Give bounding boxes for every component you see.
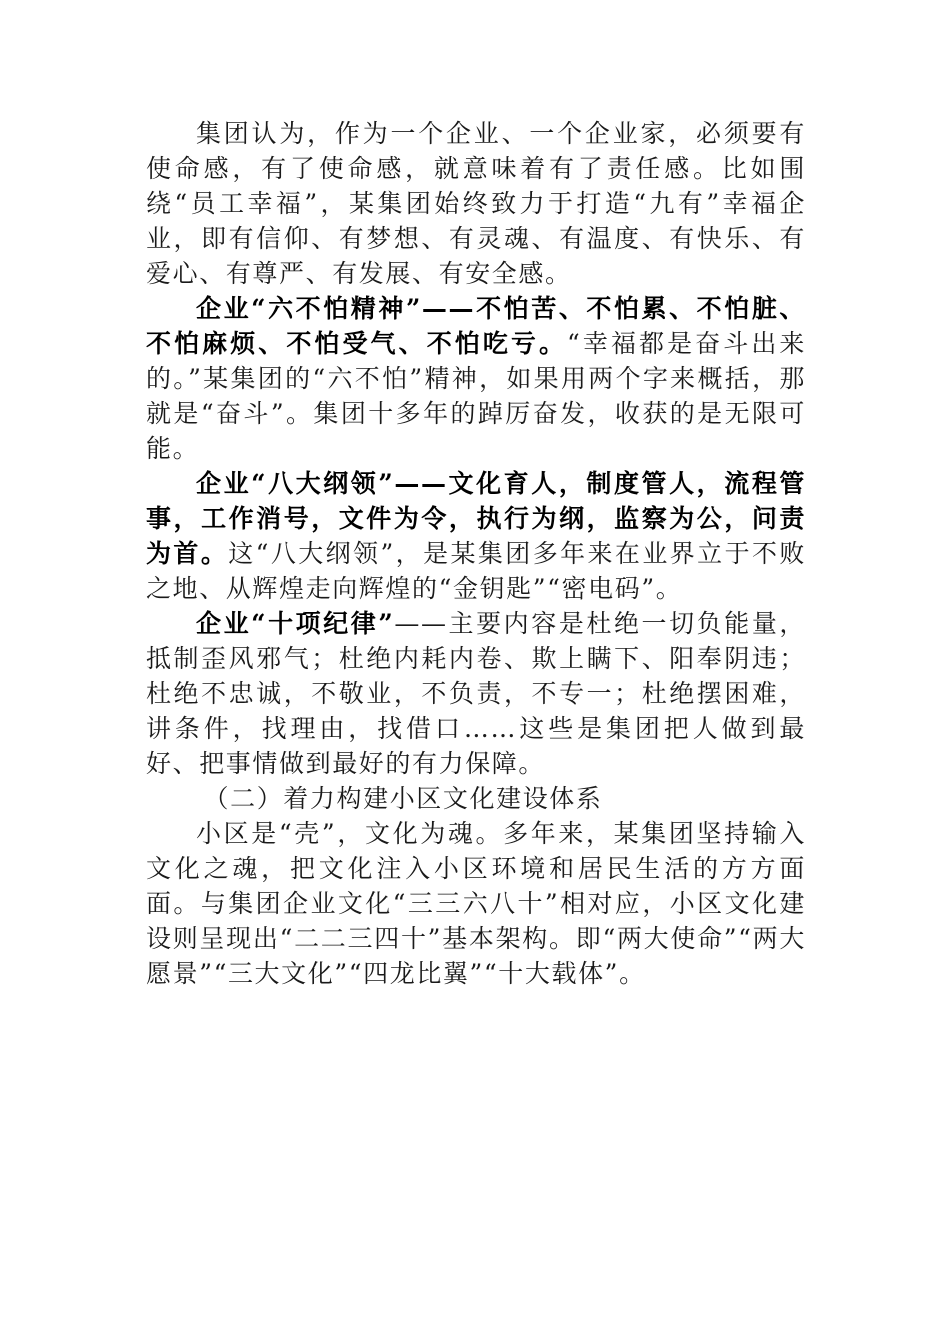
- paragraph-bold-lead: 企业“六不怕精神”——不怕苦、不怕累、不怕脏、不怕麻烦、不怕受气、不怕吃亏。: [146, 294, 806, 358]
- paragraph-community-culture: 小区是“壳”，文化为魂。多年来，某集团坚持输入文化之魂，把文化注入小区环境和居民生活的方方面面。与集团企业文化“三三六八十”相对应，小区文化建设则呈现出“二二三四十”基本架构。即“两大使命”“两大愿景”“三大文化”“四龙比翼”“十大载体”。: [146, 819, 806, 988]
- paragraph-text: 这“八大纲领”，是某集团多年来在业界立于不败之地、从辉煌走向辉煌的“金钥匙”“密电码”。: [146, 539, 806, 603]
- paragraph-bold-lead: 企业“八大纲领”——文化育人，制度管人，流程管事，工作消号，文件为令，执行为纲，监察为公，问责为首。: [146, 469, 806, 568]
- paragraph-eight-principles: [146, 466, 806, 606]
- paragraph-ten-disciplines: [146, 606, 806, 781]
- paragraph-text: ——主要内容是杜绝一切负能量，抵制歪风邪气；杜绝内耗内卷、欺上瞒下、阳奉阴违；杜绝不忠诚，不敬业，不负责，不专一；杜绝摆困难，讲条件，找理由，找借口……这些是集团把人做到最好、把事情做到最好的有力保障。: [146, 609, 806, 778]
- document-page: [146, 116, 806, 991]
- paragraph-six-no-fear: [146, 291, 806, 466]
- paragraph-bold-lead: 企业“十项纪律”: [196, 609, 395, 638]
- paragraph-mission: [146, 116, 806, 291]
- section-heading: （二）着力构建小区文化建设体系: [203, 784, 603, 813]
- paragraph-text: 集团认为，作为一个企业、一个企业家，必须要有使命感，有了使命感，就意味着有了责任感。比如围绕“员工幸福”，某集团始终致力于打造“九有”幸福企业，即有信仰、有梦想、有灵魂、有温度、有快乐、有爱心、有尊严、有发展、有安全感。: [146, 119, 806, 288]
- paragraph-text: “幸福都是奋斗出来的。”某集团的“六不怕”精神，如果用两个字来概括，那就是“奋斗”。集团十多年的踔厉奋发，收获的是无限可能。: [146, 329, 806, 463]
